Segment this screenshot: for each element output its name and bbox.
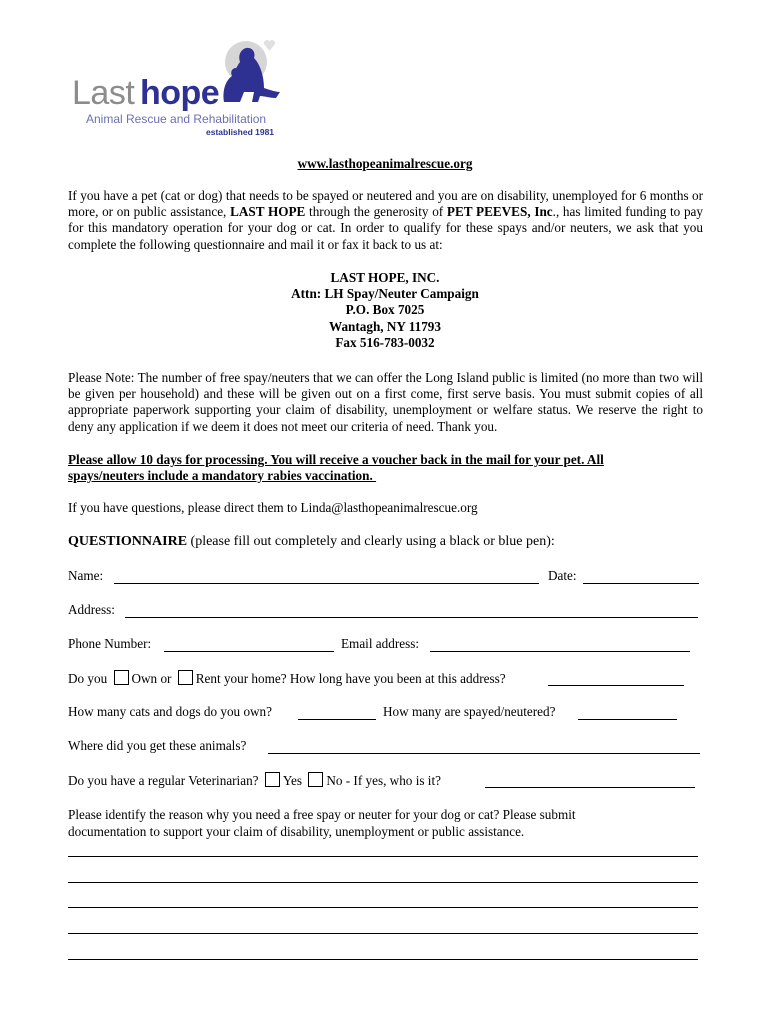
- vet-no-label: No - If yes, who is it?: [326, 773, 441, 788]
- address-line-4: Wantagh, NY 11793: [329, 318, 441, 334]
- own-label: Own or: [131, 671, 172, 686]
- mailing-address: [0, 270, 770, 351]
- own-checkbox[interactable]: [114, 670, 129, 685]
- reason-answer-line[interactable]: [68, 882, 698, 883]
- intro-sponsor: PET PEEVES, Inc: [446, 204, 553, 220]
- intro-text-1: If you have a pet (cat or dog) that needs to be spayed or neutered and you are on disability, unemployed for 6 months or more, or on public assistance,: [68, 188, 703, 220]
- address-line-2: Attn: LH Spay/Neuter Campaign: [291, 286, 479, 302]
- years-at-address-field[interactable]: [548, 685, 684, 686]
- reason-answer-line[interactable]: [68, 933, 698, 934]
- website-url[interactable]: www.lasthopeanimalrescue.org: [297, 156, 473, 171]
- processing-notice: [68, 452, 703, 484]
- where-label: Where did you get these animals?: [68, 738, 247, 753]
- intro-paragraph: [68, 188, 703, 253]
- home-ownership-row: [68, 670, 506, 687]
- logo-established: established 1981: [206, 127, 275, 137]
- note-paragraph: Please Note: The number of free spay/neuters that we can offer the Long Island public is limited (no more than two will be given per household) and these will be given out on a first come, first serve basis. You must submit copies of all appropriate paperwork supporting your claim of disability, unemployment or welfare status. We reserve the right to deny any application if we deem it does not meet our criteria of need. Thank you.: [68, 370, 703, 434]
- name-field[interactable]: [114, 583, 539, 584]
- questionnaire-instruction: (please fill out completely and clearly using a black or blue pen):: [187, 534, 555, 549]
- spayed-label: How many are spayed/neutered?: [383, 704, 556, 719]
- logo-tagline: Animal Rescue and Rehabilitation: [86, 112, 267, 126]
- processing-line-1: Please allow 10 days for processing. You will receive a voucher back in the mail for your pet. All: [68, 452, 604, 467]
- logo-word-last: Last: [72, 74, 135, 112]
- spayed-field[interactable]: [578, 719, 677, 720]
- vet-name-field[interactable]: [485, 787, 695, 788]
- questions-contact: If you have questions, please direct them to Linda@lasthopeanimalrescue.org: [68, 500, 478, 515]
- date-field[interactable]: [583, 583, 699, 584]
- dog-cat-silhouette-icon: [218, 40, 308, 110]
- reason-line-2: documentation to support your claim of disability, unemployment or public assistance.: [68, 824, 525, 839]
- address-line-3: P.O. Box 7025: [345, 302, 425, 318]
- questionnaire-title: QUESTIONNAIRE: [68, 534, 188, 549]
- intro-org: LAST HOPE: [230, 204, 306, 220]
- vet-row: [68, 772, 441, 789]
- vet-yes-label: Yes: [282, 773, 303, 788]
- reason-line-1: Please identify the reason why you need a free spay or neuter for your dog or cat? Please submit: [68, 807, 576, 822]
- address-line-5: Fax 516-783-0032: [335, 334, 435, 350]
- reason-answer-line[interactable]: [68, 907, 698, 908]
- logo-word-hope: hope: [140, 74, 220, 112]
- reason-prompt: [68, 806, 576, 840]
- address-line-1: LAST HOPE, INC.: [330, 270, 440, 285]
- intro-text-3: ., has limited funding to pay for this mandatory operation for your dog or cat. In order to qualify for these spays and/or neuters, we ask that you complete the following questionnaire and mail it or fax it back to us at:: [68, 204, 703, 252]
- address-field[interactable]: [125, 617, 698, 618]
- email-field[interactable]: [430, 651, 690, 652]
- lasthope-logo: [66, 40, 306, 140]
- phone-field[interactable]: [164, 651, 334, 652]
- rent-label: Rent your home? How long have you been at this address?: [195, 671, 506, 686]
- pets-owned-label: How many cats and dogs do you own?: [68, 704, 273, 719]
- phone-label: Phone Number:: [68, 636, 152, 651]
- rent-checkbox[interactable]: [178, 670, 193, 685]
- questionnaire-heading: [68, 534, 555, 550]
- do-you-label: Do you: [68, 671, 108, 686]
- reason-answer-line[interactable]: [68, 856, 698, 857]
- intro-text-2: through the generosity of: [305, 204, 447, 220]
- reason-answer-line[interactable]: [68, 959, 698, 960]
- address-label: Address:: [68, 602, 115, 617]
- vet-yes-checkbox[interactable]: [265, 772, 280, 787]
- where-field[interactable]: [268, 753, 700, 754]
- pets-owned-field[interactable]: [298, 719, 376, 720]
- name-label: Name:: [68, 568, 104, 583]
- processing-line-2: spays/neuters include a mandatory rabies vaccination.: [68, 468, 377, 484]
- vet-label: Do you have a regular Veterinarian?: [68, 773, 259, 788]
- vet-no-checkbox[interactable]: [308, 772, 323, 787]
- date-label: Date:: [548, 568, 577, 583]
- email-label: Email address:: [341, 636, 420, 651]
